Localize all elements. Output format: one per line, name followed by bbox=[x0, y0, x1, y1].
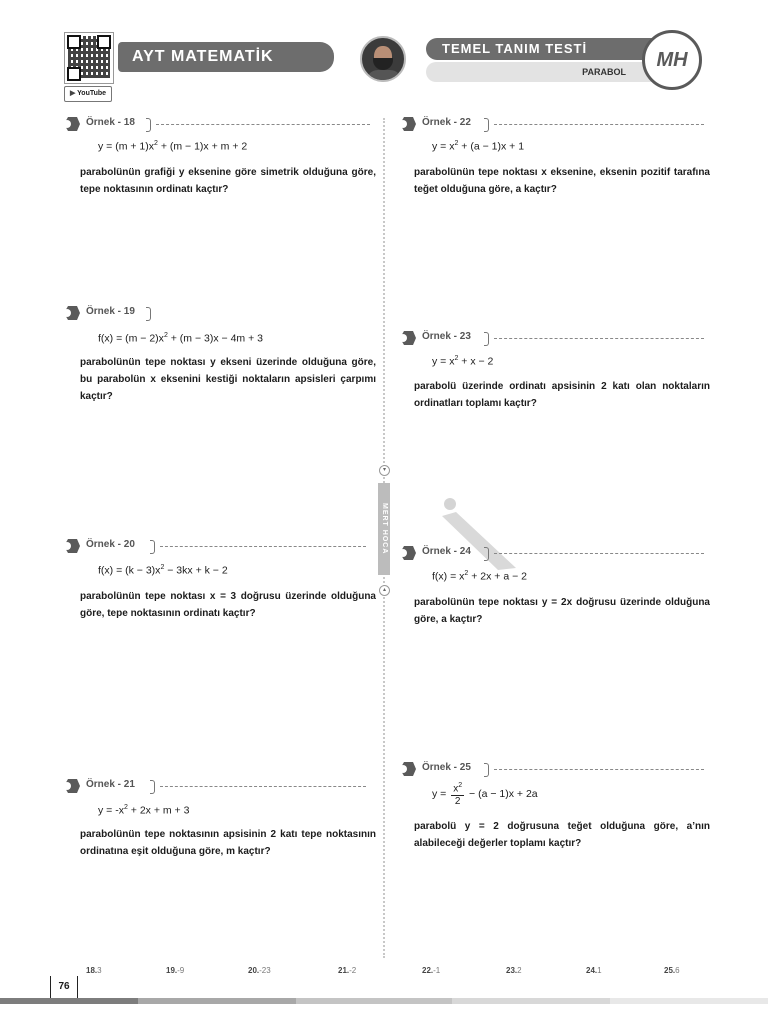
answer-value: -23 bbox=[259, 966, 271, 975]
answer-item bbox=[664, 966, 680, 975]
eq-part: y = bbox=[432, 787, 447, 800]
example-header bbox=[62, 116, 372, 132]
answer-number: 24. bbox=[586, 966, 598, 975]
play-icon: ▶ bbox=[69, 90, 78, 97]
side-brand-mark bbox=[378, 465, 390, 595]
example-label: Örnek - 21 bbox=[86, 779, 135, 790]
eq-part: + 2x + a − 2 bbox=[468, 570, 527, 583]
eq-part: y = (m + 1)x bbox=[98, 140, 155, 153]
answer-item bbox=[166, 966, 184, 975]
answer-number: 25. bbox=[664, 966, 676, 975]
label-bracket bbox=[484, 332, 489, 346]
question-22: parabolünün tepe noktası x eksenine, eksenin pozitif tarafına teğet olduğuna göre, a kaçtır? bbox=[414, 167, 710, 195]
answer-key bbox=[60, 966, 720, 980]
dashed-rule bbox=[494, 338, 704, 339]
example-20 bbox=[62, 538, 372, 554]
label-bracket bbox=[150, 540, 155, 554]
example-label: Örnek - 19 bbox=[86, 306, 135, 317]
eq-exponent: 2 bbox=[154, 140, 158, 147]
dashed-rule bbox=[494, 553, 704, 554]
watermark-dot bbox=[444, 498, 456, 510]
answer-value: -9 bbox=[177, 966, 185, 975]
answer-item bbox=[422, 966, 440, 975]
question-21: parabolünün tepe noktasının apsisinin 2 katı tepe noktasının ordinatına eşit olduğuna göre, m kaçtır? bbox=[80, 829, 376, 857]
label-bracket bbox=[150, 780, 155, 794]
eq-part: f(x) = (k − 3)x bbox=[98, 564, 161, 577]
eq-part: y = -x bbox=[98, 804, 124, 817]
dashed-rule bbox=[156, 124, 370, 125]
test-title-banner bbox=[426, 38, 656, 60]
course-title: AYT MATEMATİK bbox=[132, 48, 274, 65]
dashed-rule bbox=[494, 769, 704, 770]
hexagon-marker-icon bbox=[62, 538, 80, 554]
footer-segment bbox=[138, 998, 296, 1004]
answer-number: 23. bbox=[506, 966, 518, 975]
youtube-badge[interactable] bbox=[64, 86, 112, 102]
label-bracket bbox=[484, 118, 489, 132]
arrow-down-icon: ▾ bbox=[379, 465, 390, 476]
course-title-banner bbox=[118, 42, 334, 72]
example-header bbox=[62, 538, 372, 554]
answer-number: 19. bbox=[166, 966, 178, 975]
question-18: parabolünün grafiği y eksenine göre simetrik olduğuna göre, tepe noktasının ordinatı kaçtır? bbox=[80, 167, 376, 195]
example-header bbox=[398, 761, 708, 777]
answer-value: 6 bbox=[675, 966, 680, 975]
qr-corner-tl bbox=[67, 35, 81, 49]
qr-corner-bl bbox=[67, 67, 81, 81]
hexagon-marker-icon bbox=[62, 778, 80, 794]
eq-exponent: 2 bbox=[123, 804, 128, 811]
topic-label: PARABOL bbox=[582, 67, 626, 77]
question-19: parabolünün tepe noktası y ekseni üzerinde olduğuna göre, bu parabolün x eksenini kestiği noktaların apsisleri çarpımı kaçtır? bbox=[80, 357, 376, 402]
answer-value: 1 bbox=[597, 966, 602, 975]
eq-part: + 2x + m + 3 bbox=[127, 804, 190, 817]
avatar-beard bbox=[373, 58, 393, 70]
example-label: Örnek - 23 bbox=[422, 331, 471, 342]
eq-exponent: 2 bbox=[454, 140, 459, 147]
answer-item bbox=[248, 966, 271, 975]
fraction bbox=[451, 780, 464, 808]
eq-part: x bbox=[453, 783, 459, 795]
dashed-rule bbox=[494, 124, 704, 125]
hexagon-marker-icon bbox=[398, 761, 416, 777]
question-23: parabolü üzerinde ordinatı apsisinin 2 katı olan noktaların ordinatları toplamı kaçtır? bbox=[414, 381, 710, 409]
question-25: parabolü y = 2 doğrusuna teğet olduğuna göre, a’nın alabileceği değerler toplamı kaçtır? bbox=[414, 821, 710, 849]
dashed-rule bbox=[160, 786, 366, 787]
example-label: Örnek - 20 bbox=[86, 539, 135, 550]
footer-color-bar bbox=[0, 998, 768, 1004]
eq-part: + (m − 1)x + m + 2 bbox=[157, 140, 248, 153]
fraction-numerator bbox=[451, 780, 464, 796]
test-title: TEMEL TANIM TESTİ bbox=[442, 41, 588, 56]
answer-value: 3 bbox=[97, 966, 102, 975]
answer-number: 18. bbox=[86, 966, 98, 975]
example-label: Örnek - 25 bbox=[422, 762, 471, 773]
watermark-stroke bbox=[442, 512, 516, 570]
example-header bbox=[398, 116, 708, 132]
example-21 bbox=[62, 778, 372, 794]
answer-number: 20. bbox=[248, 966, 260, 975]
equation-25 bbox=[432, 780, 538, 808]
brand-logo bbox=[642, 30, 702, 90]
topic-banner bbox=[426, 62, 656, 82]
equation-20 bbox=[98, 564, 228, 577]
eq-part: + x − 2 bbox=[458, 355, 494, 368]
hexagon-marker-icon bbox=[62, 116, 80, 132]
label-bracket bbox=[484, 763, 489, 777]
footer-segment bbox=[0, 998, 138, 1004]
label-bracket bbox=[146, 118, 151, 132]
qr-corner-tr bbox=[97, 35, 111, 49]
equation-21 bbox=[98, 804, 189, 817]
example-label: Örnek - 22 bbox=[422, 117, 471, 128]
equation-24 bbox=[432, 570, 527, 583]
eq-part: f(x) = (m − 2)x bbox=[98, 332, 164, 345]
eq-exponent: 2 bbox=[160, 564, 165, 571]
answer-item bbox=[506, 966, 522, 975]
hexagon-marker-icon bbox=[398, 545, 416, 561]
example-25 bbox=[398, 761, 708, 777]
example-header bbox=[62, 305, 372, 321]
hexagon-marker-icon bbox=[398, 116, 416, 132]
youtube-label: YouTube bbox=[77, 90, 107, 97]
hexagon-marker-icon bbox=[62, 305, 80, 321]
qr-code[interactable] bbox=[64, 32, 114, 84]
side-brand-text: MERT HOCA bbox=[378, 483, 390, 575]
example-24 bbox=[398, 545, 708, 561]
answer-number: 22. bbox=[422, 966, 434, 975]
eq-part: − 3kx + k − 2 bbox=[164, 564, 228, 577]
example-header bbox=[62, 778, 372, 794]
equation-19 bbox=[98, 332, 263, 345]
example-header bbox=[398, 330, 708, 346]
answer-item bbox=[86, 966, 102, 975]
example-label: Örnek - 24 bbox=[422, 546, 471, 557]
example-header bbox=[398, 545, 708, 561]
example-18 bbox=[62, 116, 372, 132]
label-bracket bbox=[146, 307, 151, 321]
footer-segment bbox=[296, 998, 452, 1004]
label-bracket bbox=[484, 547, 489, 561]
eq-exponent: 2 bbox=[163, 332, 168, 339]
eq-exponent: 2 bbox=[458, 782, 463, 789]
footer-segment bbox=[610, 998, 768, 1004]
arrow-up-icon: ▴ bbox=[379, 585, 390, 596]
logo-text: MH bbox=[656, 49, 688, 71]
equation-23 bbox=[432, 355, 493, 368]
example-19 bbox=[62, 305, 372, 321]
answer-value: -2 bbox=[349, 966, 357, 975]
equation-22 bbox=[432, 140, 524, 153]
eq-part: f(x) = x bbox=[432, 570, 465, 583]
eq-part: y = x bbox=[432, 140, 455, 153]
answer-item bbox=[586, 966, 602, 975]
eq-exponent: 2 bbox=[454, 355, 459, 362]
page-number: 76 bbox=[50, 976, 78, 999]
question-24: parabolünün tepe noktası y = 2x doğrusu üzerinde olduğuna göre, a kaçtır? bbox=[414, 597, 710, 625]
footer-segment bbox=[452, 998, 610, 1004]
author-avatar bbox=[360, 36, 406, 82]
eq-exponent: 2 bbox=[464, 570, 469, 577]
eq-part: y = x bbox=[432, 355, 455, 368]
answer-value: -1 bbox=[433, 966, 441, 975]
answer-number: 21. bbox=[338, 966, 350, 975]
avatar-body bbox=[366, 70, 402, 82]
eq-part: + (a − 1)x + 1 bbox=[458, 140, 525, 153]
answer-item bbox=[338, 966, 356, 975]
fraction-denominator: 2 bbox=[454, 796, 461, 808]
answer-value: 2 bbox=[517, 966, 522, 975]
eq-part: − (a − 1)x + 2a bbox=[466, 787, 538, 800]
question-20: parabolünün tepe noktası x = 3 doğrusu üzerinde olduğuna göre, tepe noktasının ordinatı kaçtır? bbox=[80, 591, 376, 619]
eq-part: + (m − 3)x − 4m + 3 bbox=[167, 332, 263, 345]
example-label: Örnek - 18 bbox=[86, 117, 135, 128]
example-23 bbox=[398, 330, 708, 346]
equation-18 bbox=[98, 140, 247, 153]
dashed-rule bbox=[160, 546, 366, 547]
hexagon-marker-icon bbox=[398, 330, 416, 346]
example-22 bbox=[398, 116, 708, 132]
